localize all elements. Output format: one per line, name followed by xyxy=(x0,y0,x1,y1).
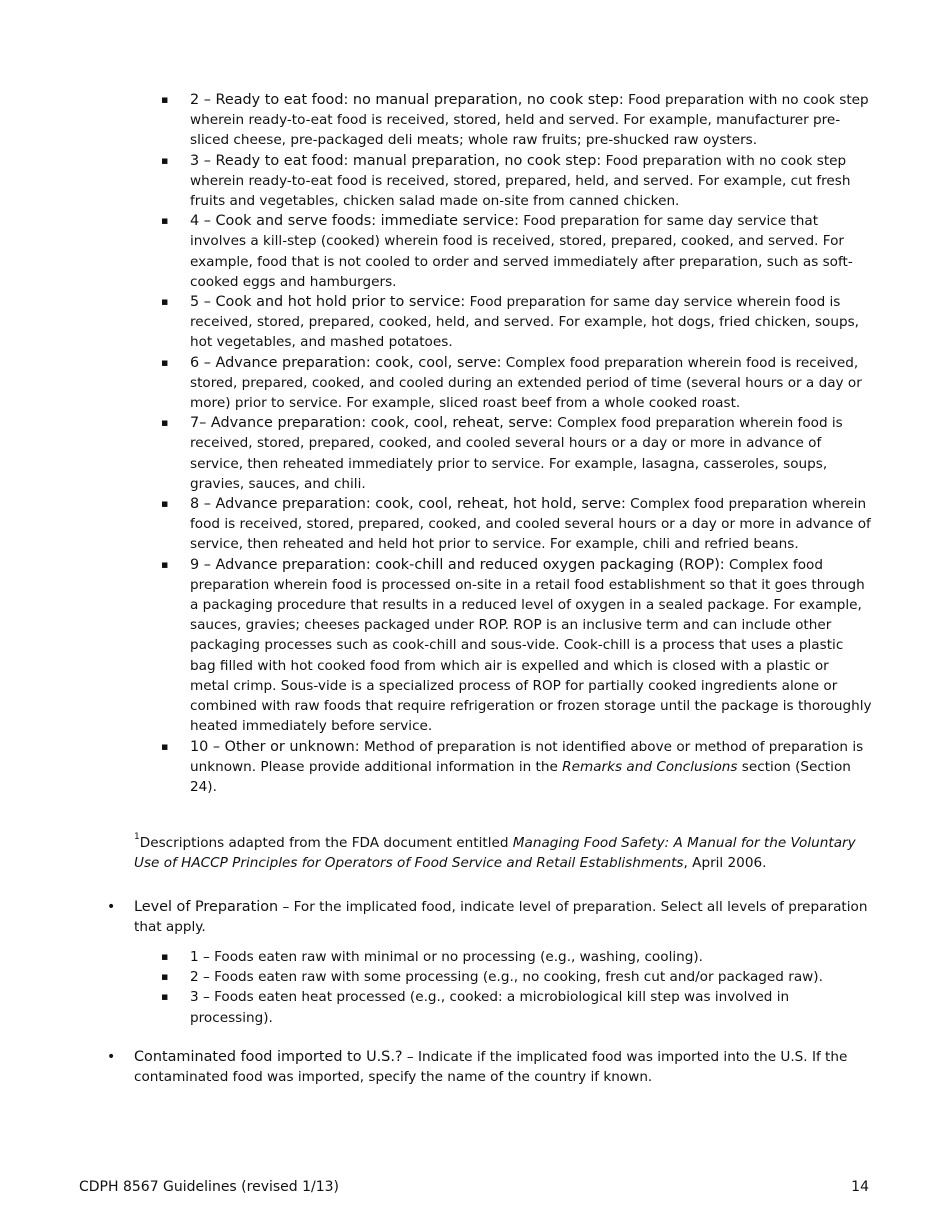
footer-document-id: CDPH 8567 Guidelines (revised 1/13) xyxy=(79,1179,340,1195)
item-title: 7– Advance preparation: cook, cool, reheat, serve: xyxy=(190,415,553,432)
item-title: 10 – Other or unknown: xyxy=(190,738,360,755)
list-item xyxy=(160,211,872,292)
list-item: ▪ 2 – Foods eaten raw with some processing (e.g., no cooking, fresh cut and/or packaged raw). xyxy=(160,967,872,987)
footnote-document-title: Managing Food Safety: A Manual for the Voluntary Use of HACCP Principles for Operators of Food Service and Retail Establishments xyxy=(134,835,856,872)
bullet-dot: • xyxy=(107,899,116,915)
remarks-section-reference: Remarks and Conclusions xyxy=(562,758,738,775)
item-text: Complex food preparation wherein food is received, stored, prepared, cooked, and cooled during an extended period of time (several hours or a day or more) prior to service. For example, sliced roast beef from a whole cooked roast. xyxy=(190,354,862,412)
list-item xyxy=(160,353,872,414)
item-title: 9 – Advance preparation: cook-chill and reduced oxygen packaging (ROP): xyxy=(190,556,725,573)
item-text: Food preparation for same day service that involves a kill-step (cooked) wherein food is received, stored, prepared, cooked, and served. For example, food that is not cooled to order and served immediately after preparation, such as soft-cooked eggs and hamburgers. xyxy=(190,213,853,290)
level-of-preparation-text: – For the implicated food, indicate level of preparation. Select all levels of preparation that apply. xyxy=(134,899,868,936)
level-of-preparation-list xyxy=(160,947,872,1028)
item-title: 4 – Cook and serve foods: immediate service: xyxy=(190,213,519,230)
item-title: 6 – Advance preparation: cook, cool, serve: xyxy=(190,354,502,371)
list-item xyxy=(160,151,872,212)
item-text: Method of preparation is not identified above or method of preparation is unknown. Please provide additional information in the xyxy=(190,738,864,775)
contaminated-import-text: – Indicate if the implicated food was imported into the U.S. If the contaminated food was imported, specify the name of the country if known. xyxy=(134,1049,848,1086)
item-text: Complex food preparation wherein food is received, stored, prepared, cooked, and cooled several hours or a day or more in advance of service, then reheated immediately prior to service. For example, lasagna, casseroles, soups, gravies, sauces, and chili. xyxy=(190,415,843,492)
list-item xyxy=(160,90,872,151)
contaminated-import-heading: Contaminated food imported to U.S.? xyxy=(134,1049,403,1065)
preparation-method-list xyxy=(160,90,872,797)
list-item xyxy=(160,413,872,494)
level-of-preparation-paragraph xyxy=(107,897,874,937)
footnote-text: Descriptions adapted from the FDA document entitled xyxy=(139,835,513,851)
footnote-marker: 1 xyxy=(134,832,140,843)
item-title: 8 – Advance preparation: cook, cool, reheat, hot hold, serve: xyxy=(190,496,626,513)
item-title: 5 – Cook and hot hold prior to service: xyxy=(190,294,466,311)
page-number: 14 xyxy=(851,1179,869,1195)
item-text: Food preparation for same day service wherein food is received, stored, prepared, cooked, held, and served. For example, hot dogs, fried chicken, soups, hot vegetables, and mashed potatoes. xyxy=(190,294,859,351)
footnote xyxy=(134,833,874,873)
item-title: 3 – Ready to eat food: manual preparation, no cook step: xyxy=(190,152,602,169)
list-item: ▪ 3 – Foods eaten heat processed (e.g., cooked: a microbiological kill step was involved in processing). xyxy=(160,987,872,1027)
item-text: Food preparation with no cook step wherein ready-to-eat food is received, stored, held and served. For example, manufacturer pre-sliced cheese, pre-packaged deli meats; whole raw fruits; pre-shucked raw oysters. xyxy=(190,92,869,149)
level-of-preparation-heading: Level of Preparation xyxy=(134,899,279,915)
list-item xyxy=(160,494,872,555)
footnote-date: , April 2006. xyxy=(683,855,767,872)
contaminated-import-paragraph xyxy=(107,1047,874,1087)
list-item xyxy=(160,737,872,798)
list-item xyxy=(160,555,872,737)
item-text: Complex food preparation wherein food is processed on-site in a retail food establishment so that it goes through a packaging procedure that results in a reduced level of oxygen in a sealed package. For example, sauces, gravies; cheeses packaged under ROP. ROP is an inclusive term and can include other packaging processes such as cook-chill and sous-vide. Cook-chill is a process that uses a plastic bag filled with hot cooked food from which air is expelled and which is closed with a plastic or metal crimp. Sous-vide is a specialized process of ROP for partially cooked ingredients alone or combined with raw foods that require refrigeration or frozen storage until the package is thoroughly heated immediately before service. xyxy=(190,556,872,735)
bullet-dot: • xyxy=(107,1049,116,1065)
list-item: ▪ 1 – Foods eaten raw with minimal or no processing (e.g., washing, cooling). xyxy=(160,947,872,967)
item-text: Food preparation with no cook step wherein ready-to-eat food is received, stored, prepared, held, and served. For example, cut fresh fruits and vegetables, chicken salad made on-site from canned chicken. xyxy=(190,152,851,210)
item-text-end: section (Section 24). xyxy=(190,758,851,795)
list-item xyxy=(160,292,872,353)
item-text: Complex food preparation wherein food is received, stored, prepared, cooked, and cooled several hours or a day or more in advance of service, then reheated and held hot prior to service. For example, chili and refried beans. xyxy=(190,496,871,553)
item-title: 2 – Ready to eat food: no manual preparation, no cook step: xyxy=(190,92,624,108)
